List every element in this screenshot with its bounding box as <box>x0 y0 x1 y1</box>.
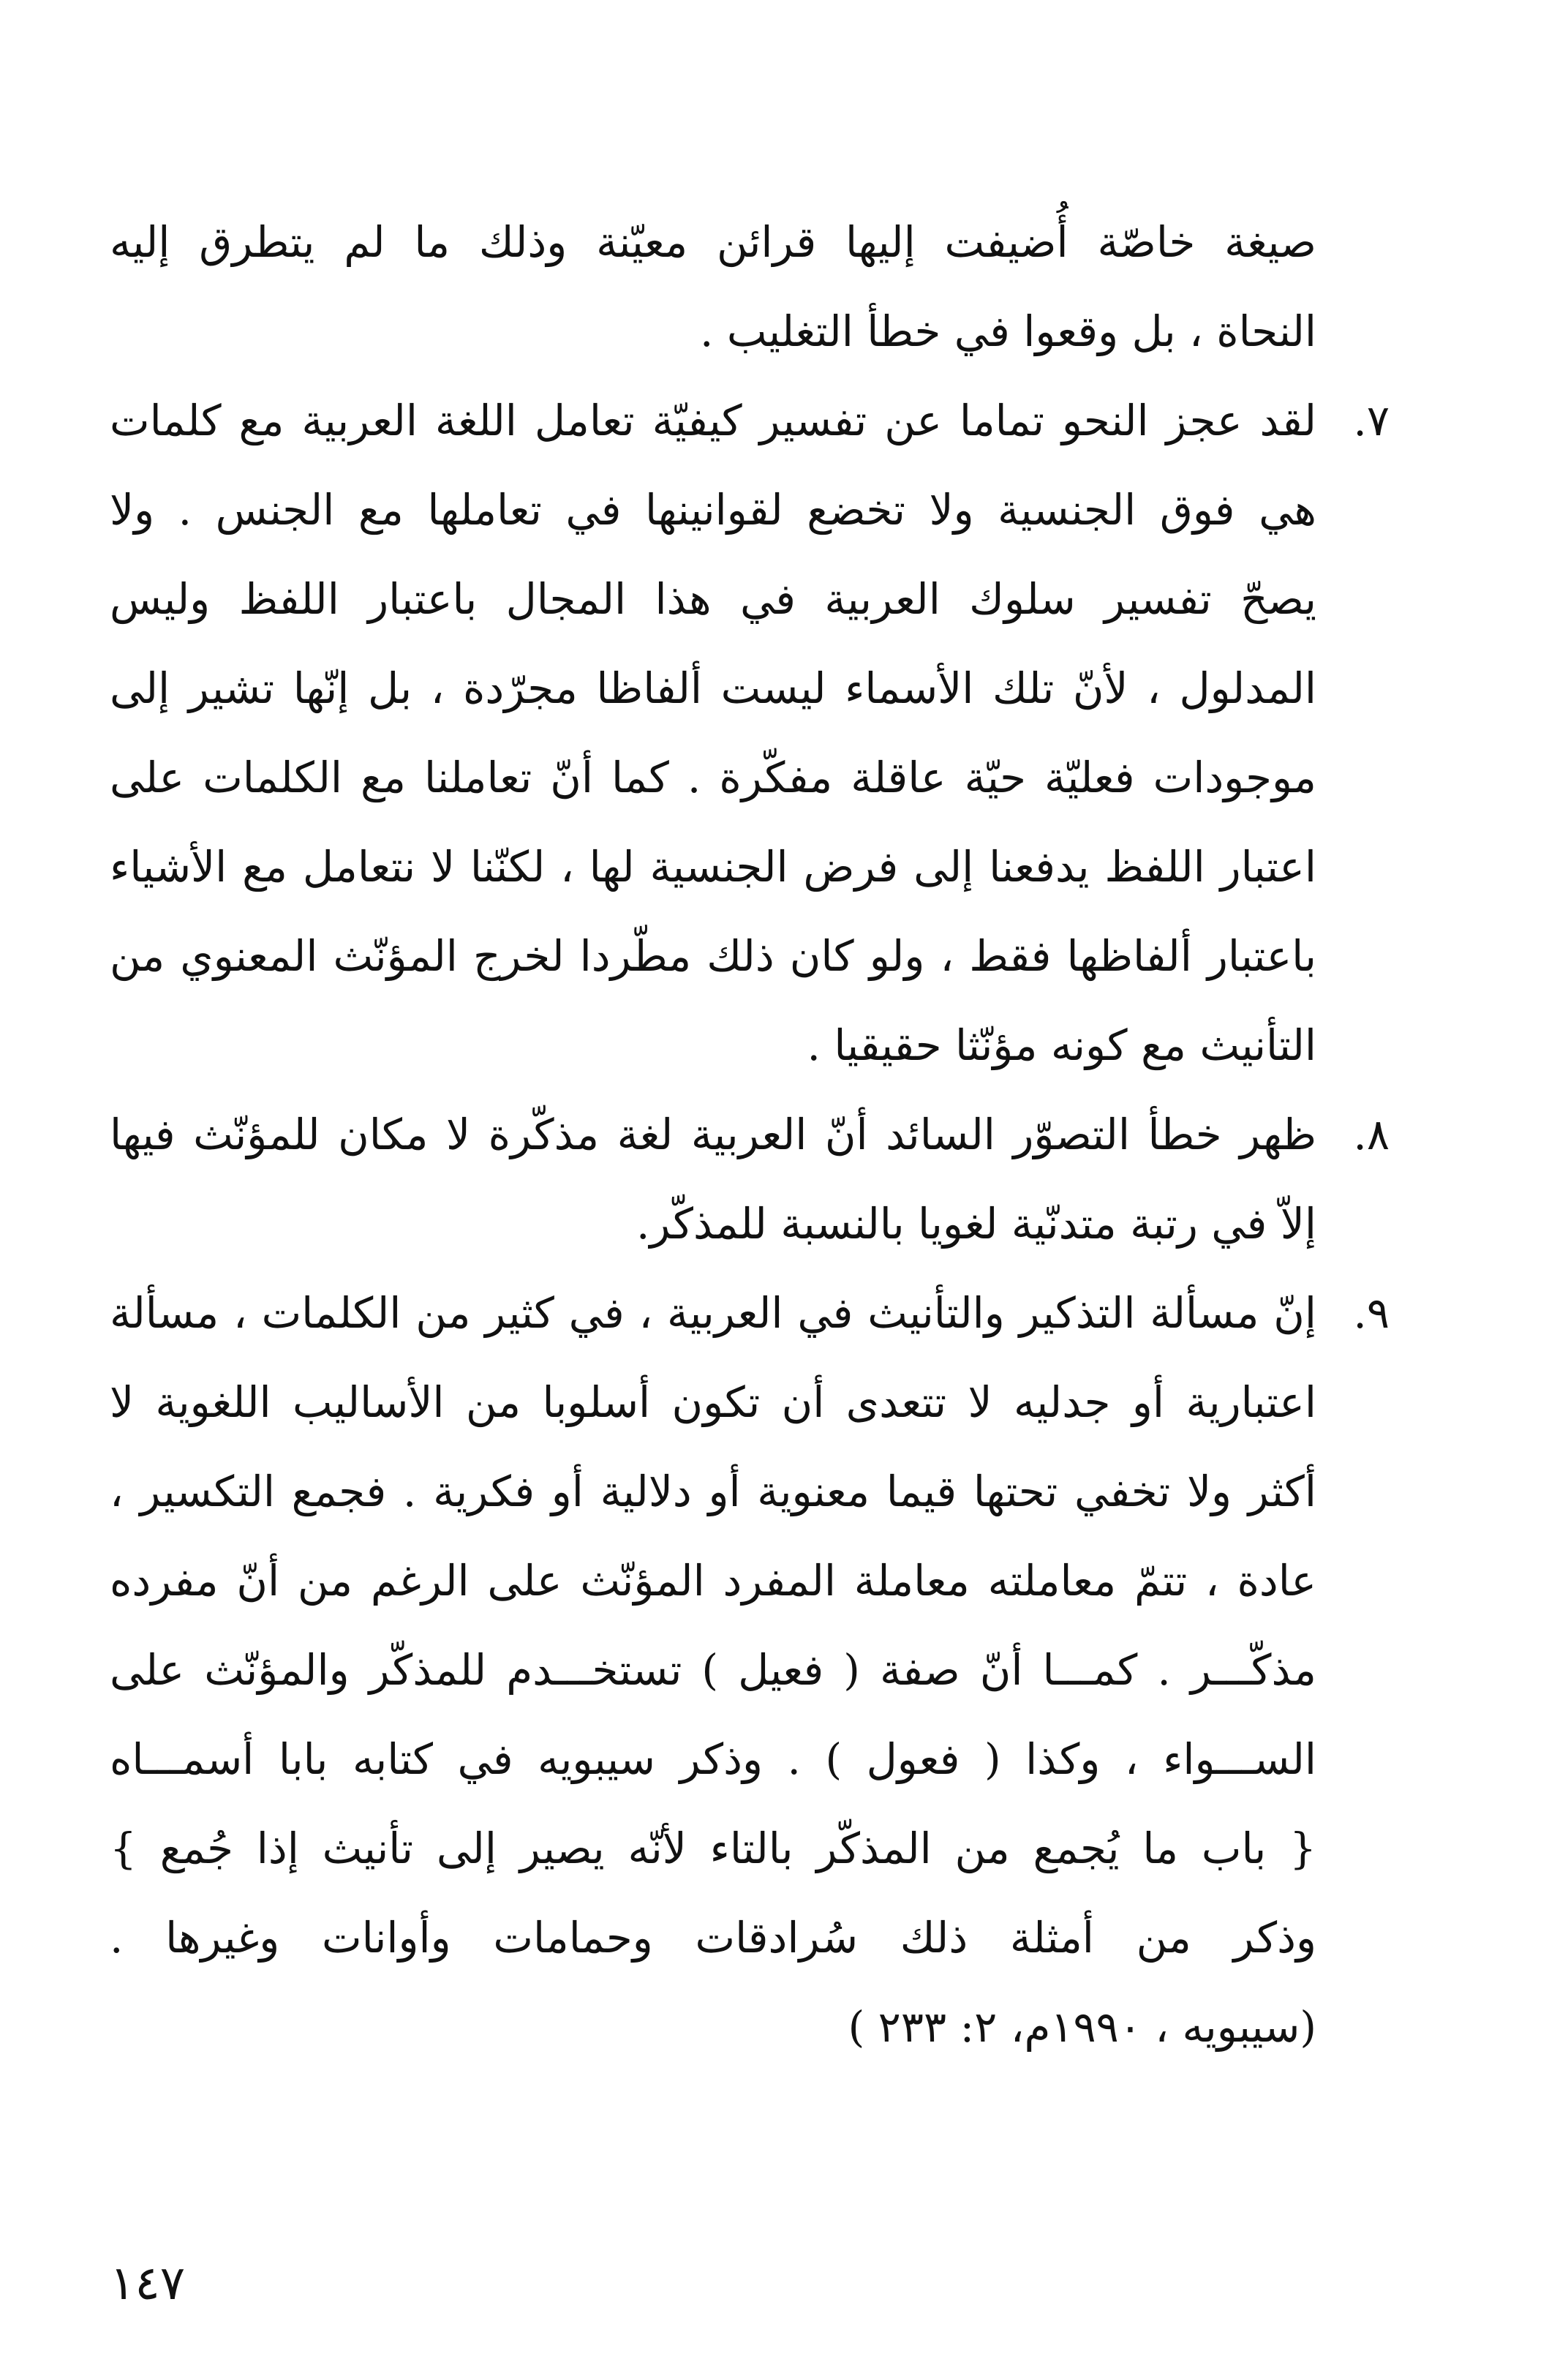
list-item-8 <box>110 1090 1390 1268</box>
text-line: هي فوق الجنسية ولا تخضع لقوانينها في تعاملها مع الجنس . ولا <box>110 485 1316 535</box>
citation-line: (سيبويه ، ١٩٩٠م، ٢: ٢٣٣ ) <box>848 2002 1316 2052</box>
intro-paragraph <box>110 198 1390 376</box>
page-number: ١٤٧ <box>110 2257 186 2311</box>
text-line: صيغة خاصّة أُضيفت إليها قرائن معيّنة وذلك ما لم يتطرق إليه <box>110 217 1316 267</box>
text-line: باعتبار ألفاظها فقط ، ولو كان ذلك مطّردا لخرج المؤنّث المعنوي من <box>110 931 1316 981</box>
text-line: إلاّ في رتبة متدنّية لغويا بالنسبة للمذكّر. <box>636 1199 1316 1249</box>
text-line: أكثر ولا تخفي تحتها قيما معنوية أو دلالية أو فكرية . فجمع التكسير ، <box>110 1467 1316 1516</box>
text-line: اعتبارية أو جدليه لا تتعدى أن تكون أسلوبا من الأساليب اللغوية لا <box>110 1377 1316 1427</box>
text-line: لقد عجز النحو تماما عن تفسير كيفيّة تعامل اللغة العربية مع كلمات <box>110 396 1316 445</box>
text-line: ظهر خطأ التصوّر السائد أنّ العربية لغة مذكّرة لا مكان للمؤنّث فيها <box>110 1110 1316 1159</box>
text-line: موجودات فعليّة حيّة عاقلة مفكّرة . كما أنّ تعاملنا مع الكلمات على <box>110 753 1316 802</box>
text-line: التأنيث مع كونه مؤنّثا حقيقيا . <box>807 1020 1316 1070</box>
text-line: المدلول ، لأنّ تلك الأسماء ليست ألفاظا مجرّدة ، بل إنّها تشير إلى <box>110 663 1316 713</box>
list-number: ٧. <box>1353 396 1390 445</box>
list-item-9 <box>110 1268 1390 2072</box>
list-number: ٩. <box>1353 1288 1390 1338</box>
text-line: النحاة ، بل وقعوا في خطأ التغليب . <box>700 306 1316 356</box>
text-line: مذكّـــر . كمـــا أنّ صفة ( فعيل ) تستخـــدم للمذكّر والمؤنّث على <box>110 1645 1316 1695</box>
text-line: { باب ما يُجمع من المذكّر بالتاء لأنّه يصير إلى تأنيث إذا جُمع } <box>110 1824 1316 1873</box>
list-item-7 <box>110 376 1390 1090</box>
text-line: عادة ، تتمّ معاملته معاملة المفرد المؤنّث على الرغم من أنّ مفرده <box>110 1556 1316 1606</box>
text-line: وذكر من أمثلة ذلك سُرادقات وحمامات وأوانات وغيرها . <box>110 1913 1316 1963</box>
list-number: ٨. <box>1353 1110 1390 1159</box>
text-line: إنّ مسألة التذكير والتأنيث في العربية ، في كثير من الكلمات ، مسألة <box>110 1288 1316 1338</box>
text-line: اعتبار اللفظ يدفعنا إلى فرض الجنسية لها ، لكنّنا لا نتعامل مع الأشياء <box>110 842 1316 892</box>
text-line: الســـواء ، وكذا ( فعول ) . وذكر سيبويه في كتابه بابا أسمـــاه <box>110 1734 1316 1784</box>
text-line: يصحّ تفسير سلوك العربية في هذا المجال باعتبار اللفظ وليس <box>110 574 1316 624</box>
document-page <box>110 198 1390 2072</box>
